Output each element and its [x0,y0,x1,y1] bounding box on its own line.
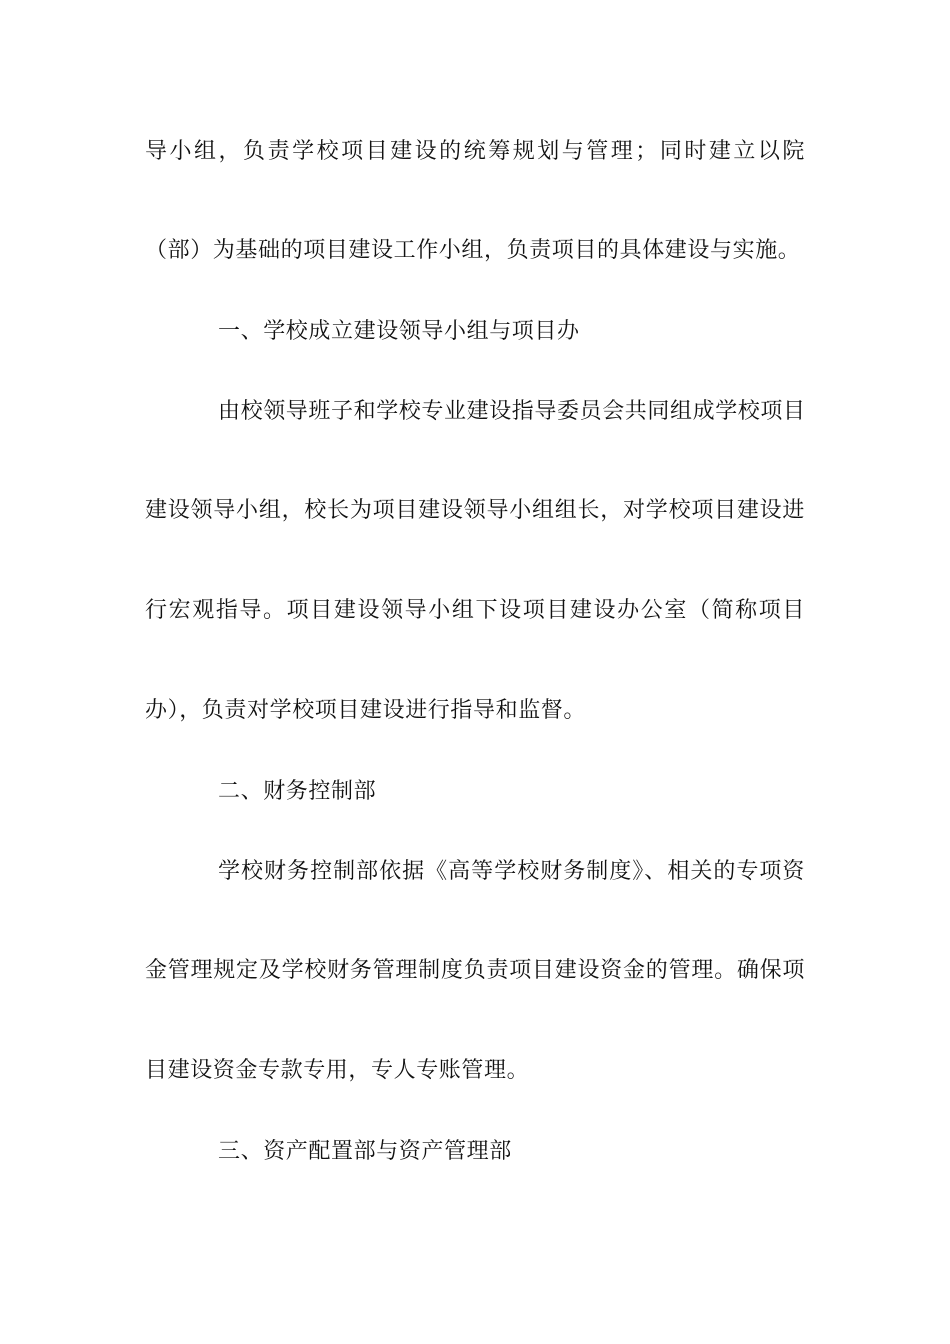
section-heading-2: 二、财务控制部 [218,779,377,804]
paragraph-line-1: 导小组，负责学校项目建设的统筹规划与管理；同时建立以院 [145,139,805,164]
paragraph-line-5: 行宏观指导。项目建设领导小组下设项目建设办公室（简称项目 [145,598,805,623]
paragraph-line-2: （部）为基础的项目建设工作小组，负责项目的具体建设与实施。 [145,238,801,263]
paragraph-line-4: 建设领导小组，校长为项目建设领导小组组长，对学校项目建设进 [145,498,805,523]
section-heading-3: 三、资产配置部与资产管理部 [218,1139,512,1164]
paragraph-line-3: 由校领导班子和学校专业建设指导委员会共同组成学校项目 [218,399,806,424]
paragraph-line-7: 学校财务控制部依据《高等学校财务制度》、相关的专项资 [218,859,805,884]
paragraph-line-6: 办），负责对学校项目建设进行指导和监督。 [145,698,587,723]
paragraph-line-9: 目建设资金专款专用，专人专账管理。 [145,1058,530,1083]
paragraph-line-8: 金管理规定及学校财务管理制度负责项目建设资金的管理。确保项 [145,958,805,983]
section-heading-1: 一、学校成立建设领导小组与项目办 [218,319,580,344]
